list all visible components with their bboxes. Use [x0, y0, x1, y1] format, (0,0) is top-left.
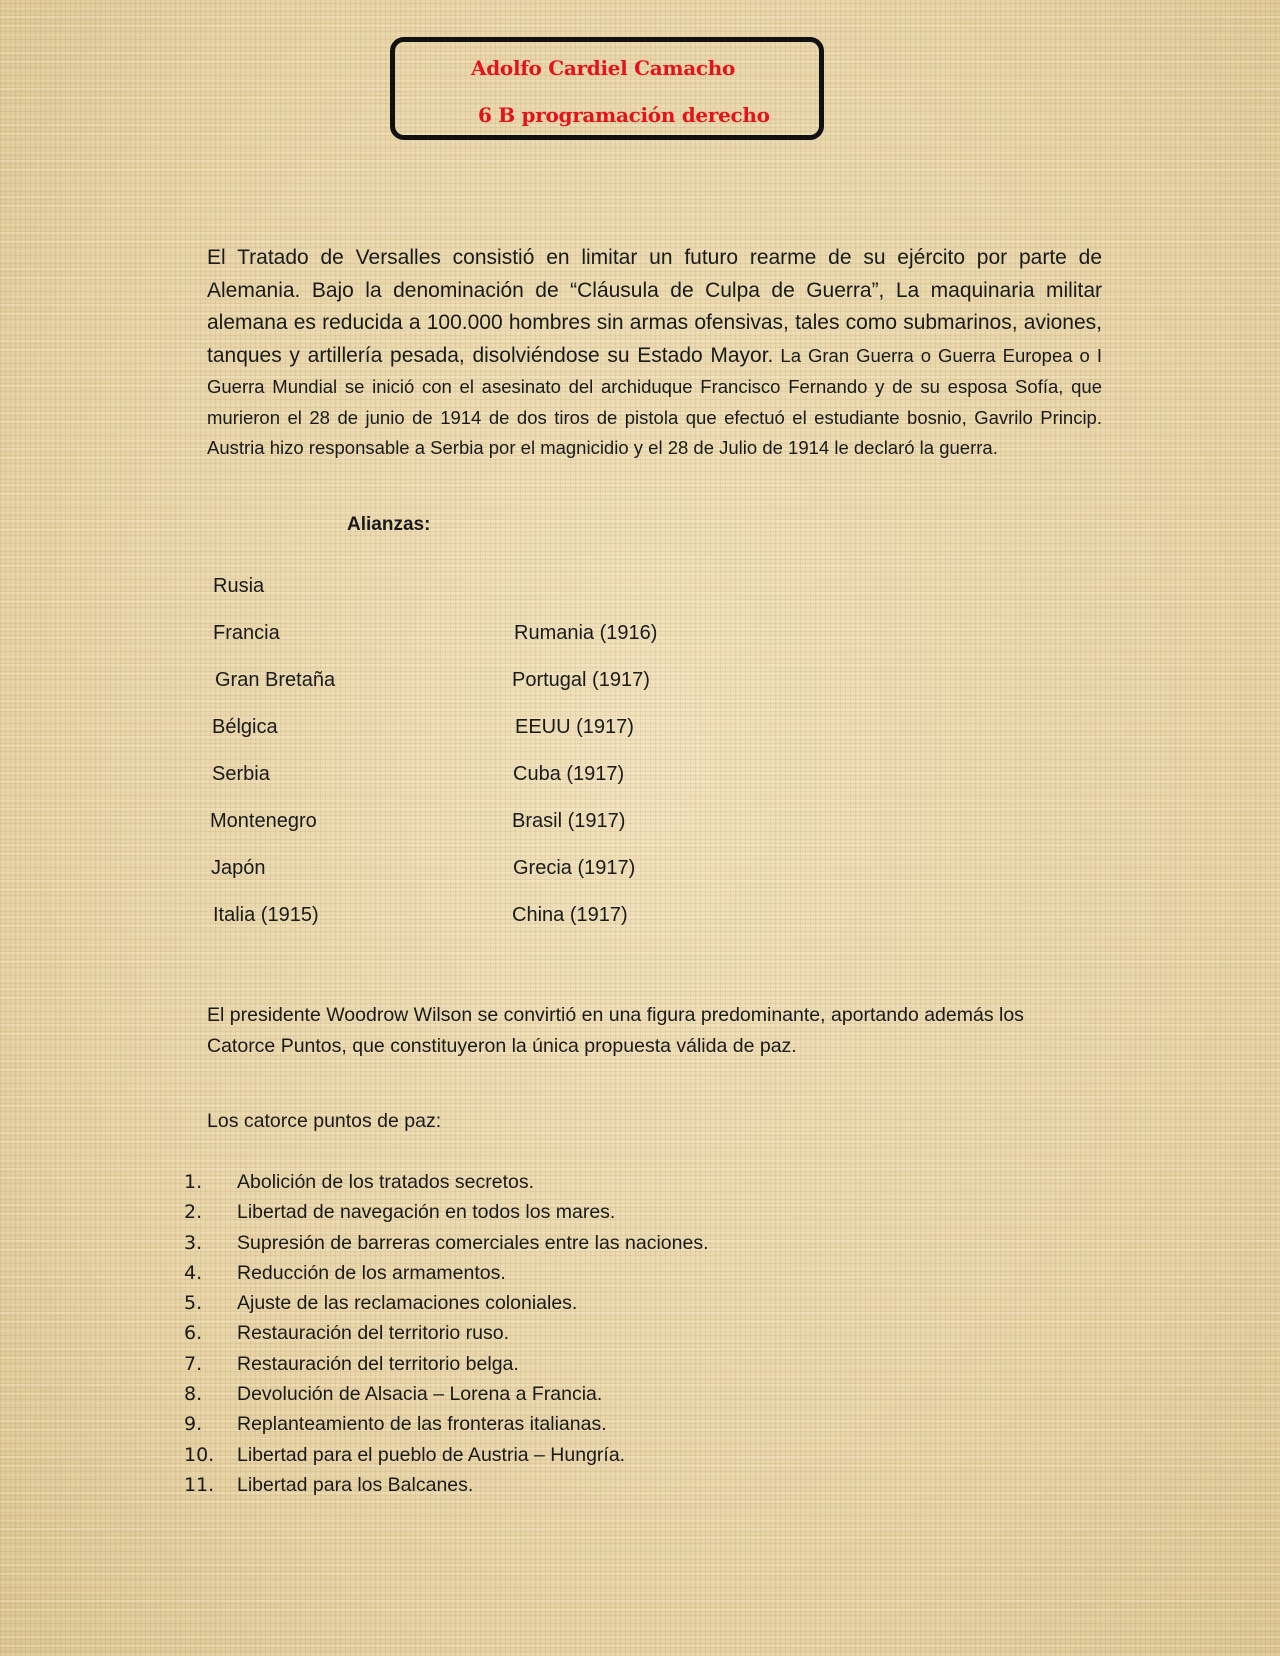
author-name: Adolfo Cardiel Camacho [471, 56, 736, 80]
list-text: Restauración del territorio belga. [237, 1352, 519, 1375]
list-number: 2. [184, 1201, 203, 1224]
list-number: 7. [184, 1352, 203, 1375]
list-number: 11. [184, 1473, 215, 1496]
wilson-line-2: Catorce Puntos, que constituyeron la única propuesta válida de paz. [207, 1035, 797, 1057]
wilson-line-1: El presidente Woodrow Wilson se convirtió en una figura predominante, aportando además los [207, 1004, 1024, 1026]
ally-right-item: Brasil (1917) [512, 810, 626, 832]
list-text: Reducción de los armamentos. [237, 1261, 506, 1284]
ally-left-item: Rusia [213, 575, 265, 597]
intro-paragraph [207, 242, 1102, 464]
ally-left-item: Francia [213, 622, 280, 644]
list-number: 10. [184, 1443, 215, 1466]
ally-left-item: Montenegro [210, 810, 317, 832]
list-number: 8. [184, 1383, 203, 1406]
list-text: Libertad de navegación en todos los mares. [237, 1201, 616, 1224]
intro-part-2: La Gran Guerra o Guerra Europea o I Guerra Mundial se inició con el asesinato del archiduque Francisco Fernando y de su esposa Sofía, que murieron el 28 de junio de 1914 de dos tiros de pistola que efectuó el estudiante bosnio, Gavrilo Princip. Austria hizo responsable a Serbia por el magnicidio y el 28 de Julio de 1914 le declaró la guerra. [207, 344, 1102, 458]
ally-left-item: Gran Bretaña [215, 669, 336, 691]
list-number: 6. [184, 1322, 203, 1345]
group-label: 6 B programación derecho [478, 103, 770, 127]
ally-right-item: Rumania (1916) [514, 622, 658, 644]
ally-left-item: Bélgica [212, 716, 278, 738]
ally-right-item: Grecia (1917) [513, 857, 636, 879]
intro-part-1: El Tratado de Versalles consistió en limitar un futuro rearme de su ejército por parte de Alemania. Bajo la denominación de “Cláusula de Culpa de Guerra”, La maquinaria militar alemana es reducida a 100.000 hombres sin armas ofensivas, tales como submarinos, aviones, tanques y artillería pesada, disolviéndose su Estado Mayor. [207, 246, 1102, 367]
list-text: Ajuste de las reclamaciones coloniales. [237, 1292, 578, 1315]
list-text: Abolición de los tratados secretos. [237, 1171, 534, 1193]
list-text: Devolución de Alsacia – Lorena a Francia. [237, 1383, 603, 1406]
list-text: Replanteamiento de las fronteras italianas. [237, 1413, 607, 1436]
list-text: Libertad para los Balcanes. [237, 1473, 474, 1496]
list-number: 4. [184, 1261, 203, 1284]
list-text: Supresión de barreras comerciales entre las naciones. [237, 1231, 709, 1254]
list-number: 1. [184, 1171, 203, 1193]
points-title: Los catorce puntos de paz: [207, 1110, 442, 1132]
ally-right-item: China (1917) [512, 904, 628, 926]
ally-left-item: Japón [211, 857, 266, 879]
ally-right-item: Portugal (1917) [512, 669, 650, 691]
ally-right-item: EEUU (1917) [515, 716, 634, 738]
list-number: 9. [184, 1413, 203, 1436]
ally-left-item: Serbia [212, 763, 270, 785]
ally-right-item: Cuba (1917) [513, 763, 625, 785]
list-text: Libertad para el pueblo de Austria – Hungría. [237, 1443, 626, 1466]
list-text: Restauración del territorio ruso. [237, 1322, 510, 1345]
list-number: 3. [184, 1231, 203, 1254]
list-number: 5. [184, 1292, 203, 1315]
ally-left-item: Italia (1915) [213, 904, 319, 926]
alliances-title: Alianzas: [347, 514, 431, 535]
